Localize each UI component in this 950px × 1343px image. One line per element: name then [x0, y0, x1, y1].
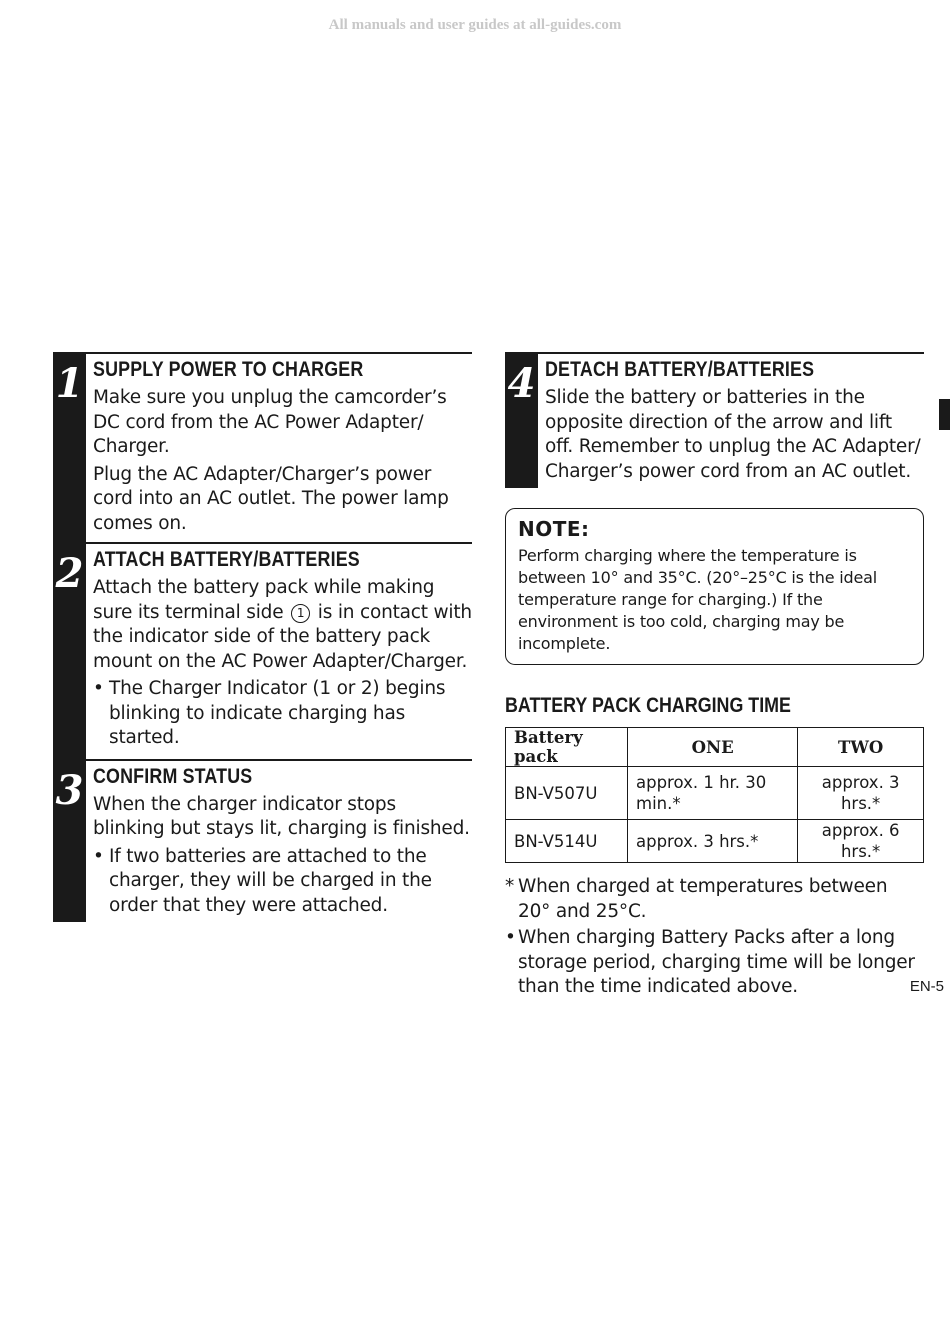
charging-time-title: BATTERY PACK CHARGING TIME	[505, 694, 791, 717]
step-paragraph: Slide the battery or batteries in the opposite direction of the arrow and lift off. Remember to unplug the AC Adapter/ Charger’s power cord from an AC outlet.	[545, 387, 921, 482]
bullet-text: The Charger Indicator (1 or 2) begins blinking to indicate charging has started.	[109, 678, 446, 748]
step-paragraph: Plug the AC Adapter/Charger’s power cord into an AC outlet. The power lamp comes on.	[93, 463, 449, 534]
table-cell: approx. 6 hrs.*	[798, 820, 924, 863]
left-column	[53, 352, 472, 922]
step-number: 3	[55, 766, 84, 814]
bullet-mark: •	[93, 845, 104, 867]
step-number-bar	[53, 352, 86, 542]
note-box	[505, 508, 924, 665]
table-header-cell: Battery pack	[506, 728, 628, 767]
step-bullet	[93, 845, 472, 919]
table-cell: BN-V514U	[506, 820, 628, 863]
step-number: 4	[507, 360, 536, 407]
note-title: NOTE:	[518, 517, 590, 541]
step-body	[86, 542, 472, 759]
bullet-note-text: When charging Battery Packs after a long storage period, charging time will be longer than the time indicated above.	[518, 927, 915, 997]
bullet-text: If two batteries are attached to the charger, they will be charged in the order that they were attached.	[109, 845, 432, 916]
step-body	[538, 352, 924, 488]
step-2	[53, 542, 472, 759]
step-3	[53, 759, 472, 923]
circled-number: 1	[291, 604, 310, 623]
step-title: CONFIRM STATUS	[93, 764, 253, 788]
step-title: SUPPLY POWER TO CHARGER	[93, 358, 364, 381]
page-number: EN-5	[909, 978, 944, 995]
step-1	[53, 352, 472, 542]
step-paragraph-part: is in contact with the indicator side of the battery pack mount on the AC Power Adapter/Charger.	[93, 601, 472, 672]
step-number-bar	[53, 542, 86, 759]
step-title: DETACH BATTERY/BATTERIES	[545, 358, 815, 381]
note-text: Perform charging where the temperature is between 10° and 35°C. (20°–25°C is the ideal temperature range for charging.) If the environment is too cold, charging may be incomplete.	[518, 546, 877, 653]
table-cell: approx. 3 hrs.*	[798, 767, 924, 820]
footnote-text: When charged at temperatures between 20° and 25°C.	[518, 876, 888, 922]
watermark: All manuals and user guides at all-guides.com	[328, 17, 622, 33]
step-paragraph-part: Attach the battery pack while making sure its terminal side	[93, 577, 435, 623]
step-paragraph: When the charger indicator stops blinking but stays lit, charging is finished.	[93, 793, 470, 839]
table-cell: approx. 3 hrs.*	[628, 820, 798, 863]
footnote-mark: *	[505, 876, 515, 897]
table-cell: approx. 1 hr. 30 min.*	[628, 767, 798, 820]
step-number: 1	[55, 360, 84, 407]
step-number-bar	[53, 759, 86, 923]
table-bullet-note	[505, 926, 924, 1000]
table-footnote	[505, 875, 924, 924]
page-edge-tab	[939, 399, 950, 430]
step-paragraph: Make sure you unplug the camcorder’s DC cord from the AC Power Adapter/ Charger.	[93, 387, 447, 457]
step-number-bar	[505, 352, 538, 488]
table-header-cell: TWO	[798, 728, 924, 767]
step-bullet	[93, 677, 472, 751]
step-title: ATTACH BATTERY/BATTERIES	[93, 548, 360, 571]
step-body	[86, 759, 472, 923]
step-paragraph	[93, 576, 472, 674]
step-4	[505, 352, 924, 488]
table-cell: BN-V507U	[506, 767, 628, 820]
table-row	[506, 820, 924, 863]
table-row	[506, 767, 924, 820]
right-column	[505, 352, 924, 1000]
table-header-row	[506, 728, 924, 767]
bullet-mark: •	[505, 927, 516, 948]
bullet-mark: •	[93, 678, 104, 699]
step-number: 2	[55, 550, 84, 597]
table-header-cell: ONE	[628, 728, 798, 767]
charging-time-table	[505, 727, 924, 863]
step-body	[86, 352, 472, 542]
